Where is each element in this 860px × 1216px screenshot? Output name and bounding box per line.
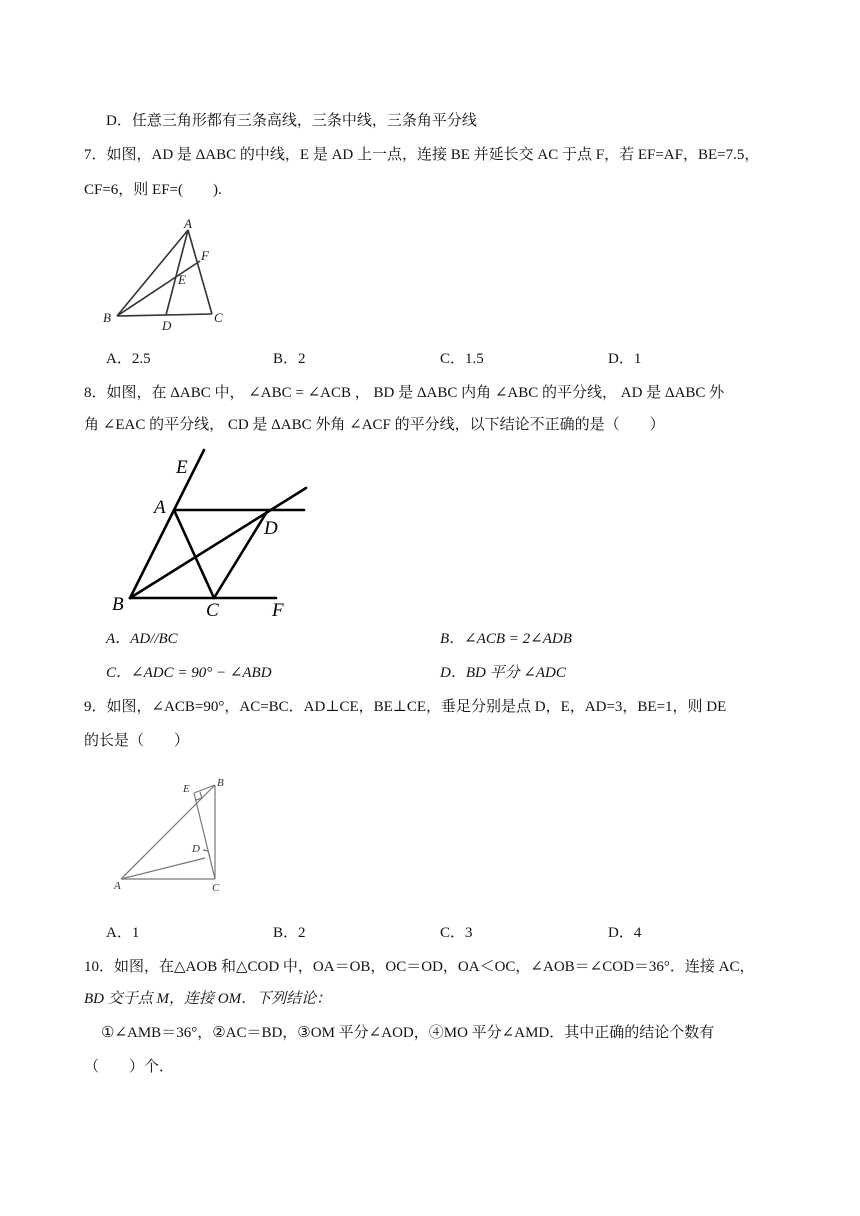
q9-label-c: C bbox=[212, 882, 220, 894]
q8-label-a: A bbox=[154, 497, 166, 518]
q10-stem-line3: ①∠AMB＝36°，②AC＝BD，③OM 平分∠AOD，④MO 平分∠AMD．其中正确的结论个数有 bbox=[101, 1025, 715, 1041]
q10-stem-line4: （ ）个． bbox=[84, 1059, 175, 1075]
q7-label-c: C bbox=[214, 310, 223, 325]
q8-label-d: D bbox=[264, 518, 278, 539]
q7-label-e: E bbox=[178, 272, 186, 287]
q7-label-a: A bbox=[184, 218, 192, 231]
q7-option-c: C．1.5 bbox=[440, 351, 484, 367]
q8-stem-line2: 角 ∠EAC 的平分线， CD 是 ΔABC 外角 ∠ACF 的平分线，以下结论不正确的是（ ） bbox=[84, 417, 665, 433]
q7-option-d: D．1 bbox=[608, 351, 642, 367]
q10-stem-line1: 10．如图，在△AOB 和△COD 中，OA＝OB，OC＝OD，OA＜OC，∠AOB＝∠COD＝36°．连接 AC， bbox=[84, 959, 755, 975]
q8-label-f: F bbox=[272, 600, 284, 620]
q7-label-f: F bbox=[201, 248, 209, 263]
q9-option-c: C．3 bbox=[440, 925, 473, 941]
q9-stem-line2: 的长是（ ） bbox=[84, 733, 190, 749]
q9-label-b: B bbox=[217, 777, 224, 789]
q8-option-d: D．BD 平分 ∠ADC bbox=[440, 665, 566, 681]
q7-label-b: B bbox=[103, 310, 111, 325]
q9-option-a: A．1 bbox=[106, 925, 140, 941]
q7-option-b: B．2 bbox=[273, 351, 306, 367]
q7-figure bbox=[100, 218, 230, 338]
q8-label-e: E bbox=[176, 457, 188, 478]
q9-stem-line1: 9．如图，∠ACB=90°，AC=BC．AD⊥CE，BE⊥CE，垂足分别是点 D，E，AD=3，BE=1，则 DE bbox=[84, 699, 727, 715]
q7-label-d: D bbox=[162, 318, 172, 333]
q8-figure bbox=[108, 448, 308, 620]
q8-option-b: B．∠ACB = 2∠ADB bbox=[440, 631, 572, 647]
q6-option-d: D．任意三角形都有三条高线，三条中线，三条角平分线 bbox=[106, 113, 477, 129]
q7-stem-line2: CF=6，则 EF=( ). bbox=[84, 182, 222, 198]
q9-option-b: B．2 bbox=[273, 925, 306, 941]
q7-stem-line1: 7．如图，AD 是 ΔABC 的中线，E 是 AD 上一点，连接 BE 并延长交 AC 于点 F，若 EF=AF，BE=7.5， bbox=[84, 147, 760, 163]
q7-option-a: A．2.5 bbox=[106, 351, 151, 367]
q9-label-a: A bbox=[114, 880, 121, 892]
q8-option-a: A．AD//BC bbox=[106, 631, 178, 647]
q8-option-c: C．∠ADC = 90° − ∠ABD bbox=[106, 665, 272, 681]
q10-stem-line2: BD 交于点 M，连接 OM．下列结论： bbox=[84, 991, 332, 1007]
q8-label-b: B bbox=[112, 594, 124, 615]
q9-label-e: E bbox=[183, 783, 190, 795]
q9-label-d: D bbox=[192, 843, 200, 855]
q8-stem-line1: 8．如图，在 ΔABC 中， ∠ABC = ∠ACB ， BD 是 ΔABC 内角 ∠ABC 的平分线， AD 是 ΔABC 外 bbox=[84, 385, 725, 401]
q9-option-d: D．4 bbox=[608, 925, 642, 941]
q9-figure bbox=[112, 772, 237, 897]
q8-label-c: C bbox=[206, 600, 219, 620]
